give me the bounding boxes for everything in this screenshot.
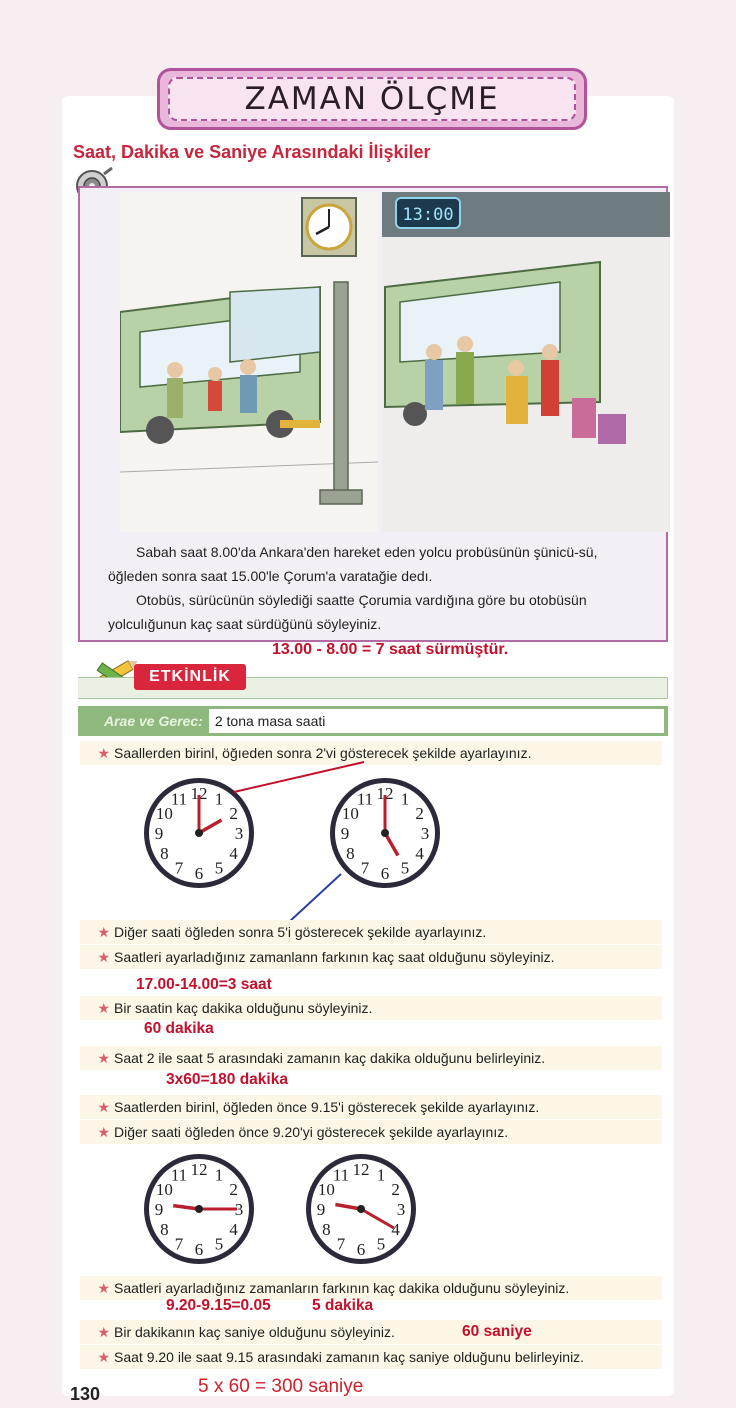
clock-numeral: 2 [415,804,424,823]
clock-center [381,829,389,837]
clock-numeral: 11 [170,1165,188,1185]
clock-center [195,1205,203,1213]
clock-numeral: 4 [229,1220,238,1239]
clock-numeral: 3 [420,824,430,843]
task-item [80,1345,662,1369]
clock-numeral: 8 [346,844,355,863]
clock-numeral: 4 [391,1220,400,1239]
clock-numeral: 4 [415,844,424,863]
clock-numeral: 6 [194,1240,204,1259]
clock-numeral: 8 [322,1220,331,1239]
clock-numeral: 10 [155,804,173,823]
clock-numeral: 9 [340,824,350,843]
task-item [80,1095,662,1119]
task-text: Saatleri ayarladığınız zamanlann farkının kaç saat olduğunu söyleyiniz. [114,949,555,965]
star-icon: ★ [97,1049,110,1066]
clock-numeral: 1 [376,1165,386,1185]
clock-center [357,1205,365,1213]
story-text [108,540,648,636]
analog-clock [302,1150,420,1268]
clock-numeral: 6 [194,864,204,883]
star-icon: ★ [97,1348,110,1365]
star-icon: ★ [97,1279,110,1296]
star-icon: ★ [97,948,110,965]
section-heading: Saat, Dakika ve Saniye Arasındaki İlişkiler [73,142,431,162]
materials-value: 2 tona masa saati [209,709,664,733]
clock-numeral: 6 [356,1240,366,1259]
clock-numeral: 12 [352,1160,370,1179]
clock-numeral: 3 [396,1200,406,1219]
clock-numeral: 8 [160,1220,169,1239]
bus-scene-drawing [120,192,670,532]
story-paragraph-1: Sabah saat 8.00'da Ankara'den hareket eden yolcu probüsünün şünicü-sü, öğleden sonra saat 15.00'le Çorum'a varatağie dedı. [108,544,598,584]
answer-hour-difference: 17.00-14.00=3 saat [136,976,272,993]
clock-numeral: 12 [190,784,208,803]
answer-travel-duration: 13.00 - 8.00 = 7 saat sürmüştür. [272,641,509,658]
task-item [80,1046,662,1070]
task-item [80,741,662,765]
answer-five-minutes: 5 dakika [312,1297,374,1314]
task-text: Saat 2 ile saat 5 arasındaki zamanın kaç dakika olduğunu belirleyiniz. [114,1050,546,1066]
star-icon: ★ [97,1098,110,1115]
materials-title: Arae ve Gerec: [104,713,203,729]
clock-numeral: 11 [332,1165,350,1185]
clock-numeral: 8 [160,844,169,863]
answer-seconds-difference: 5 x 60 = 300 saniye [198,1376,364,1397]
task-text: Bir saatin kaç dakika olduğunu söyleyiniz. [114,1000,373,1016]
task-text: Saallerden birinl, öğıeden sonra 2'vi gösterecek şekilde ayarlayınız. [114,745,532,761]
clock-numeral: 3 [234,1200,244,1219]
task-item [80,1320,662,1344]
clock-numeral: 9 [154,1200,164,1219]
task-text: Saat 9.20 ile saat 9.15 arasındaki zamanın kaç saniye olduğunu belirleyiniz. [114,1349,585,1365]
clock-numeral: 5 [214,1234,224,1254]
clock-numeral: 5 [400,858,410,878]
clock-numeral: 6 [380,864,390,883]
title-banner [157,68,587,130]
clock-numeral: 5 [214,858,224,878]
clock-numeral: 7 [360,858,370,878]
clock-numeral: 2 [229,1180,238,1199]
clock-numeral: 1 [214,789,224,809]
clock-numeral: 7 [336,1234,346,1254]
clock-numeral: 12 [376,784,394,803]
task-text: Saatleri ayarladığınız zamanların farkının kaç dakika olduğunu söyleyiniz. [114,1280,570,1296]
annotation-line-red [230,756,370,796]
analog-clock [140,1150,258,1268]
clock-numeral: 9 [316,1200,326,1219]
clock-center [195,829,203,837]
clock-numeral: 1 [400,789,410,809]
task-text: Diğer saati öğleden önce 9.20'yi gösterecek şekilde ayarlayınız. [114,1124,509,1140]
annotation-line-blue [285,868,345,928]
digital-clock-display: 13:00 [402,205,454,225]
clock-numeral: 12 [190,1160,208,1179]
clock-numeral: 4 [229,844,238,863]
story-paragraph-2: Otobüs, sürücünün söylediği saatte Çorumia vardığına göre bu otobüsün yolculığunun kaç saat sürdüğünü söyleyiniz. [108,592,587,632]
task-text: Saatlerden birinl, öğleden önce 9.15'i gösterecek şekilde ayarlayınız. [114,1099,540,1115]
clock-numeral: 1 [214,1165,224,1185]
clock-numeral: 10 [341,804,359,823]
star-icon: ★ [97,999,110,1016]
materials-bar [78,706,668,736]
clock-numeral: 11 [170,789,188,809]
page-number: 130 [70,1384,101,1404]
activity-badge: ETKİNLİK [134,664,246,690]
task-text: Bir dakikanın kaç saniye olduğunu söyleyiniz. [114,1324,395,1340]
star-icon: ★ [97,923,110,940]
task-text: Diğer saati öğleden sonra 5'i gösterecek şekilde ayarlayınız. [114,924,487,940]
answer-minutes-in-hour: 60 dakika [144,1020,214,1037]
clock-numeral: 7 [174,1234,184,1254]
page-title: ZAMAN ÖLÇME [244,81,500,117]
answer-minutes-difference: 3x60=180 dakika [166,1071,288,1088]
clock-numeral: 10 [317,1180,335,1199]
title-banner-inner [168,77,576,121]
answer-time-difference: 9.20-9.15=0.05 [166,1297,271,1314]
star-icon: ★ [97,744,110,761]
clock-numeral: 5 [376,1234,386,1254]
star-icon: ★ [97,1123,110,1140]
clock-numeral: 2 [391,1180,400,1199]
clock-numeral: 7 [174,858,184,878]
task-item [80,920,662,944]
clock-numeral: 3 [234,824,244,843]
star-icon: ★ [97,1323,110,1340]
clock-numeral: 11 [356,789,374,809]
clock-numeral: 9 [154,824,164,843]
clock-numeral: 10 [155,1180,173,1199]
clock-numeral: 2 [229,804,238,823]
task-item [80,945,662,969]
task-item [80,996,662,1020]
task-item [80,1120,662,1144]
answer-seconds-in-minute: 60 saniye [462,1323,532,1340]
